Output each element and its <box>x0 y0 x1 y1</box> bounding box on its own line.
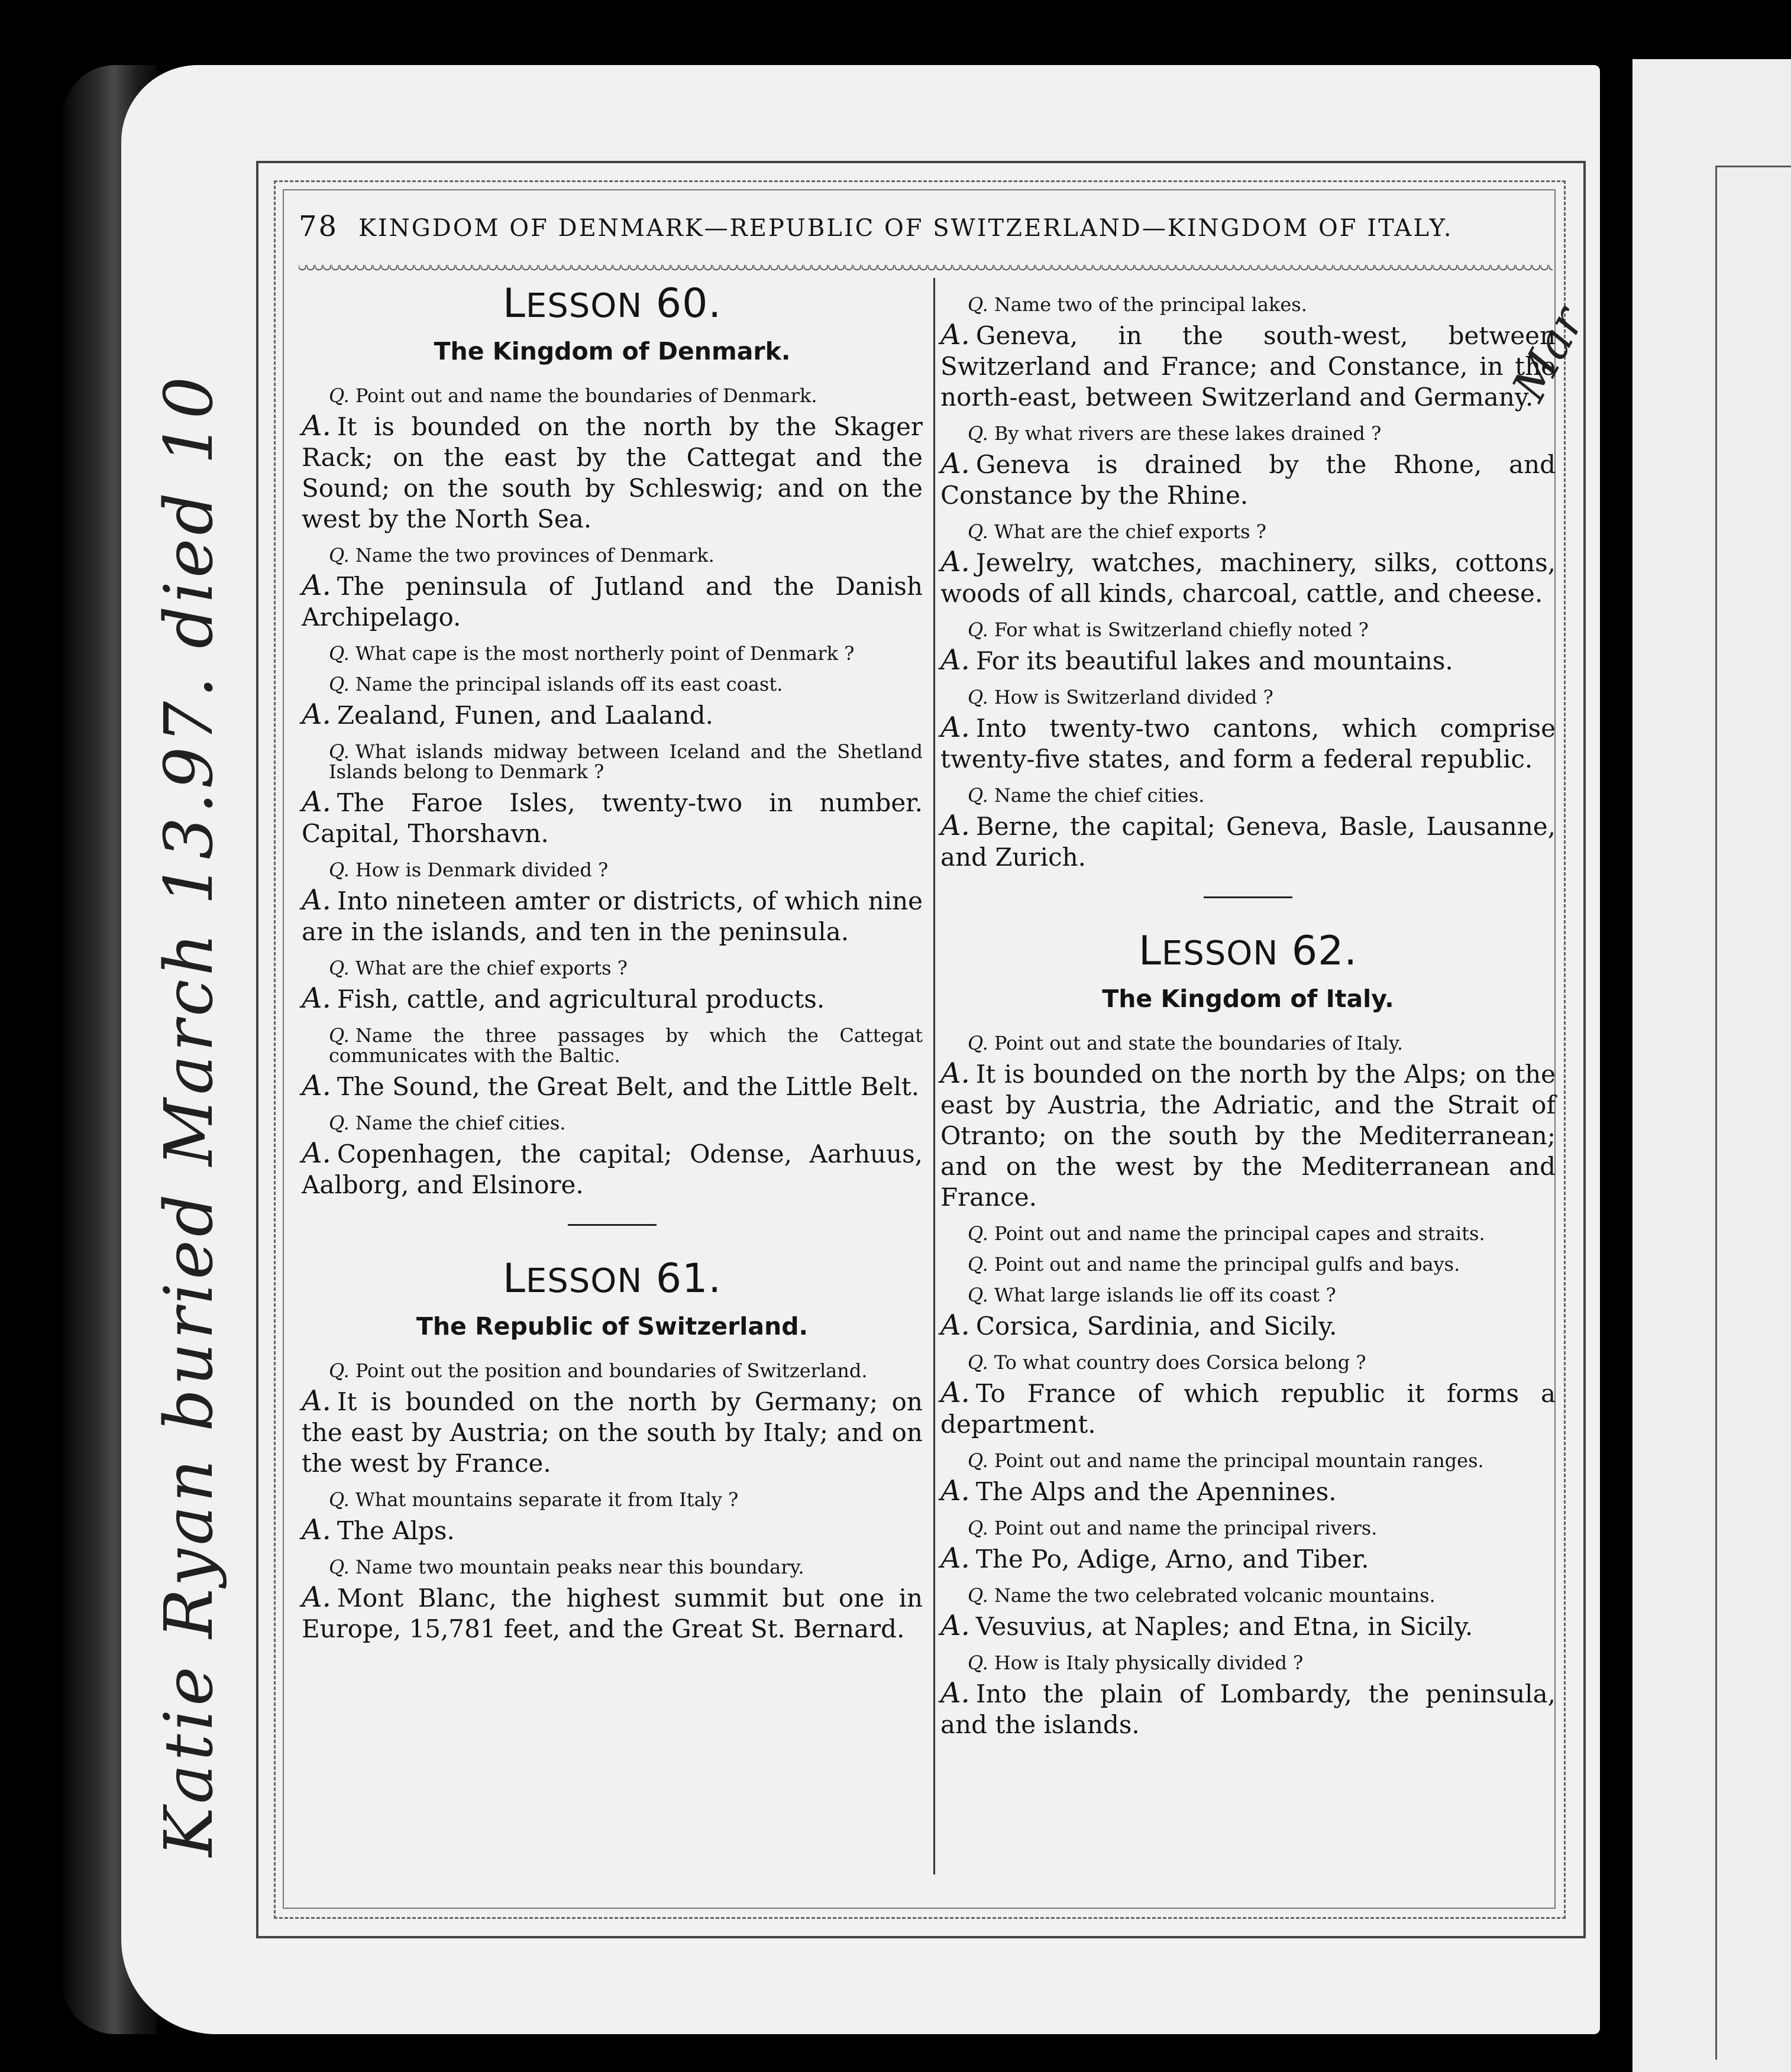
question-text: How is Switzerland divided ? <box>994 686 1273 708</box>
question <box>302 1025 923 1066</box>
question-text: What are the chief exports ? <box>994 520 1266 543</box>
question-label: Q. <box>329 859 350 881</box>
question-text: Point out and name the boundaries of Denmark. <box>355 384 817 407</box>
question-text: What cape is the most northerly point of Denmark ? <box>355 642 855 665</box>
answer <box>940 319 1556 413</box>
question-text: Point out and name the principal rivers. <box>994 1517 1378 1539</box>
handwritten-margin-note: Katie Ryan buried March 13.97. died 10 <box>151 373 228 1857</box>
running-title: KINGDOM OF DENMARK—REPUBLIC OF SWITZERLAND—KINGDOM OF ITALY. <box>358 215 1453 242</box>
question <box>302 860 923 880</box>
question-label: Q. <box>968 422 988 445</box>
question <box>940 1352 1556 1372</box>
lesson-initial: L <box>1138 928 1162 975</box>
answer <box>940 810 1556 873</box>
lesson-number: 61. <box>655 1255 722 1302</box>
answer-text: For its beautiful lakes and mountains. <box>975 646 1453 675</box>
answer-text: The peninsula of Jutland and the Danish Archipelago. <box>302 572 923 632</box>
answer-label: A. <box>940 643 970 676</box>
answer <box>940 1058 1556 1213</box>
answer-label: A. <box>940 1676 970 1710</box>
header-wavy-rule <box>299 265 1553 273</box>
answer <box>940 1475 1556 1507</box>
answer <box>302 1070 923 1102</box>
answer-label: A. <box>940 711 970 744</box>
section-rule <box>1204 896 1292 898</box>
question <box>940 423 1556 443</box>
question-text: For what is Switzerland chiefly noted ? <box>994 619 1369 641</box>
facing-page-edge <box>1632 59 1791 2072</box>
lesson-initial: L <box>502 1255 526 1302</box>
answer-text: Zealand, Funen, and Laaland. <box>337 701 714 730</box>
question <box>940 1033 1556 1053</box>
answer <box>302 1385 923 1479</box>
question-label: Q. <box>329 673 350 695</box>
question-label: Q. <box>329 1556 350 1578</box>
answer <box>302 699 923 731</box>
question-label: Q. <box>968 293 988 316</box>
question-text: By what rivers are these lakes drained ? <box>994 422 1382 445</box>
answer-label: A. <box>940 1376 970 1409</box>
question <box>302 674 923 694</box>
lesson-word: ESSON <box>525 287 643 325</box>
question <box>940 1653 1556 1673</box>
answer-label: A. <box>302 883 331 917</box>
answer-label: A. <box>302 1384 331 1417</box>
answer-text: The Po, Adige, Arno, and Tiber. <box>975 1545 1369 1574</box>
answer-text: Corsica, Sardinia, and Sicily. <box>975 1312 1337 1341</box>
answer-label: A. <box>940 1309 970 1342</box>
lesson-subtitle: The Kingdom of Denmark. <box>434 337 791 365</box>
section-rule <box>568 1224 657 1226</box>
answer-label: A. <box>940 1609 970 1642</box>
question-label: Q. <box>968 1284 988 1306</box>
question-label: Q. <box>968 520 988 543</box>
question <box>302 1361 923 1381</box>
answer-label: A. <box>940 1542 970 1575</box>
question <box>940 687 1556 707</box>
answer <box>940 1610 1556 1642</box>
question <box>302 1490 923 1510</box>
question-label: Q. <box>968 1652 988 1674</box>
answer-label: A. <box>302 1137 331 1170</box>
question-text: Name the principal islands off its east coast. <box>355 673 783 695</box>
question-label: Q. <box>329 1024 350 1047</box>
question-text: To what country does Corsica belong ? <box>994 1351 1366 1374</box>
answer-text: Into the plain of Lombardy, the peninsula, and the islands. <box>940 1679 1556 1739</box>
answer-label: A. <box>302 1069 331 1102</box>
question-text: How is Denmark divided ? <box>355 859 609 881</box>
question-text: What large islands lie off its coast ? <box>994 1284 1336 1306</box>
question-text: Name the two provinces of Denmark. <box>355 544 715 566</box>
answer <box>940 1377 1556 1440</box>
question <box>940 1518 1556 1538</box>
question-label: Q. <box>968 1351 988 1374</box>
answer-text: Copenhagen, the capital; Odense, Aarhuus, Aalborg, and Elsinore. <box>302 1139 923 1199</box>
question <box>940 1254 1556 1274</box>
answer <box>940 1678 1556 1740</box>
question-text: How is Italy physically divided ? <box>994 1652 1304 1674</box>
question-label: Q. <box>329 384 350 407</box>
answer <box>302 885 923 947</box>
question <box>302 742 923 782</box>
answer-text: It is bounded on the north by the Alps; on the east by Austria, the Adriatic, and the Strait of Otranto; on the south by the Mediterranean; and on the west by the Mediterranean and France. <box>940 1060 1556 1212</box>
answer <box>302 570 923 633</box>
lesson-number: 62. <box>1291 928 1358 975</box>
question <box>302 1113 923 1133</box>
question-text: Point out and name the principal capes and straits. <box>994 1222 1485 1245</box>
question-label: Q. <box>968 1222 988 1245</box>
question-text: Name two mountain peaks near this boundary. <box>355 1556 804 1578</box>
answer-text: Berne, the capital; Geneva, Basle, Lausanne, and Zurich. <box>940 812 1556 872</box>
answer <box>302 1514 923 1546</box>
answer <box>302 1138 923 1200</box>
answer-text: Geneva is drained by the Rhone, and Constance by the Rhine. <box>940 450 1556 510</box>
answer-label: A. <box>302 698 331 731</box>
handwritten-margin-mark: Mar <box>1502 299 1595 410</box>
answer-text: The Faroe Isles, twenty-two in number. Capital, Thorshavn. <box>302 788 923 848</box>
answer-label: A. <box>302 569 331 602</box>
answer <box>940 546 1556 609</box>
left-column <box>302 280 923 1644</box>
question <box>940 522 1556 542</box>
answer-label: A. <box>940 447 970 480</box>
question-label: Q. <box>329 1112 350 1134</box>
question-text: Name two of the principal lakes. <box>994 293 1307 316</box>
facing-page-frame <box>1715 166 1791 2060</box>
page-number: 78 <box>299 210 339 243</box>
question-text: Name the three passages by which the Cattegat communicates with the Baltic. <box>329 1024 923 1067</box>
answer-text: It is bounded on the north by Germany; on the east by Austria; on the south by Italy; and on the west by France. <box>302 1387 923 1478</box>
question <box>940 1451 1556 1471</box>
question-label: Q. <box>968 1032 988 1054</box>
answer <box>940 712 1556 775</box>
answer-label: A. <box>940 318 970 351</box>
lesson-word: ESSON <box>525 1262 643 1300</box>
question-label: Q. <box>968 784 988 807</box>
lesson-subtitle: The Republic of Switzerland. <box>416 1312 809 1341</box>
question-label: Q. <box>329 1359 350 1382</box>
question-label: Q. <box>968 619 988 641</box>
answer-label: A. <box>940 809 970 842</box>
answer-text: The Sound, the Great Belt, and the Little Belt. <box>337 1072 920 1101</box>
answer-label: A. <box>940 1057 970 1090</box>
lesson-heading <box>302 1255 923 1302</box>
question-label: Q. <box>968 1253 988 1275</box>
answer-text: It is bounded on the north by the Skager Rack; on the east by the Cattegat and the Sound; on the south by Schleswig; and on the west by the North Sea. <box>302 412 923 533</box>
question <box>302 958 923 978</box>
answer <box>940 1310 1556 1342</box>
answer-text: To France of which republic it forms a department. <box>940 1379 1556 1439</box>
answer-text: Fish, cattle, and agricultural products. <box>337 985 825 1014</box>
question-text: What mountains separate it from Italy ? <box>355 1488 739 1511</box>
lesson-heading <box>302 280 923 327</box>
answer-label: A. <box>302 409 331 442</box>
answer-text: Jewelry, watches, machinery, silks, cottons, woods of all kinds, charcoal, cattle, and cheese. <box>940 548 1556 608</box>
answer-label: A. <box>302 785 331 818</box>
answer <box>940 1543 1556 1575</box>
lesson-number: 60. <box>655 280 722 327</box>
answer-text: Geneva, in the south-west, between Switzerland and France; and Constance, in the north-east, between Switzerland and Germany. <box>940 321 1556 412</box>
question-text: What are the chief exports ? <box>355 957 628 979</box>
question-label: Q. <box>968 1584 988 1607</box>
question <box>940 785 1556 805</box>
answer-label: A. <box>302 1581 331 1614</box>
question-label: Q. <box>329 957 350 979</box>
question <box>302 643 923 663</box>
question <box>302 386 923 406</box>
question-text: Point out and name the principal mountain ranges. <box>994 1449 1484 1472</box>
question-text: Name the chief cities. <box>355 1112 566 1134</box>
right-column <box>940 284 1556 1740</box>
answer-label: A. <box>940 545 970 578</box>
question-label: Q. <box>968 686 988 708</box>
page-header <box>299 210 1553 257</box>
question-text: What islands midway between Iceland and the Shetland Islands belong to Denmark ? <box>329 740 923 783</box>
answer-label: A. <box>302 1513 331 1546</box>
question-label: Q. <box>329 642 350 665</box>
question-label: Q. <box>329 544 350 566</box>
question-text: Name the two celebrated volcanic mountains. <box>994 1584 1436 1607</box>
answer-text: Vesuvius, at Naples; and Etna, in Sicily. <box>975 1612 1473 1641</box>
column-divider <box>933 278 935 1874</box>
question <box>302 1557 923 1577</box>
question-text: Point out the position and boundaries of Switzerland. <box>355 1359 868 1382</box>
question <box>940 1585 1556 1605</box>
question-text: Point out and name the principal gulfs and bays. <box>994 1253 1460 1275</box>
question-label: Q. <box>968 1517 988 1539</box>
answer-text: Into nineteen amter or districts, of which nine are in the islands, and ten in the peninsula. <box>302 886 923 946</box>
question <box>940 294 1556 315</box>
question-label: Q. <box>329 740 350 763</box>
answer-label: A. <box>940 1474 970 1507</box>
answer-label: A. <box>302 982 331 1015</box>
question <box>940 620 1556 640</box>
question-label: Q. <box>968 1449 988 1472</box>
question <box>940 1223 1556 1244</box>
lesson-heading <box>940 928 1556 975</box>
answer <box>302 410 923 535</box>
answer-text: The Alps. <box>337 1516 455 1545</box>
answer <box>940 448 1556 511</box>
answer-text: The Alps and the Apennines. <box>975 1477 1337 1506</box>
lesson-initial: L <box>502 280 526 327</box>
question-text: Name the chief cities. <box>994 784 1205 807</box>
answer-text: Into twenty-two cantons, which comprise twenty-five states, and form a federal republic. <box>940 714 1556 773</box>
question-text: Point out and state the boundaries of Italy. <box>994 1032 1404 1054</box>
lesson-word: ESSON <box>1161 934 1279 973</box>
answer <box>302 983 923 1015</box>
answer-text: Mont Blanc, the highest summit but one in Europe, 15,781 feet, and the Great St. Bernard. <box>302 1584 923 1643</box>
answer <box>302 786 923 849</box>
answer <box>940 645 1556 676</box>
question-label: Q. <box>329 1488 350 1511</box>
question <box>302 545 923 565</box>
answer <box>302 1582 923 1644</box>
question <box>940 1285 1556 1305</box>
lesson-subtitle: The Kingdom of Italy. <box>1102 985 1394 1013</box>
